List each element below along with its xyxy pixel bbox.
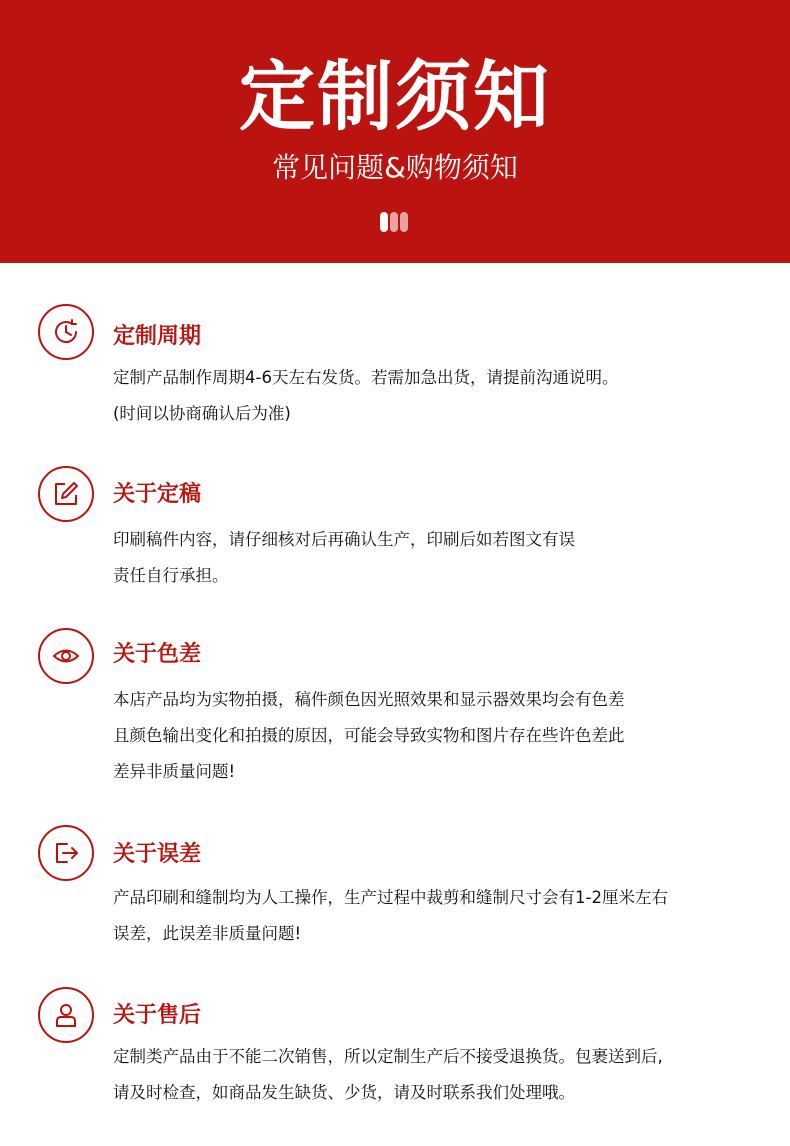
clock-icon <box>38 304 94 360</box>
section-text-line: 差异非质量问题! <box>113 762 236 781</box>
exit-icon <box>38 825 94 881</box>
page-subtitle: 常见问题&购物须知 <box>272 151 518 184</box>
edit-icon <box>38 466 94 522</box>
section-title: 定制周期 <box>113 324 202 349</box>
section-text-line: 责任自行承担。 <box>113 566 229 585</box>
section-title: 关于色差 <box>113 642 202 667</box>
dot-3 <box>400 212 408 232</box>
dot-2 <box>390 212 398 232</box>
page-title: 定制须知 <box>239 52 551 141</box>
section-text-line: 请及时检查，如商品发生缺货、少货，请及时联系我们处理哦。 <box>113 1083 575 1102</box>
header-banner <box>0 0 790 263</box>
section-text-line: 定制类产品由于不能二次销售，所以定制生产后不接受退换货。包裹送到后, <box>113 1047 663 1066</box>
section-text-line: 且颜色输出变化和拍摄的原因，可能会导致实物和图片存在些许色差此 <box>113 726 625 745</box>
eye-icon <box>38 628 94 684</box>
section-title: 关于定稿 <box>113 482 202 507</box>
section-text-line: 印刷稿件内容，请仔细核对后再确认生产，印刷后如若图文有误 <box>113 530 575 549</box>
section-text-line: 误差，此误差非质量问题! <box>113 924 302 943</box>
section-title: 关于售后 <box>113 1003 202 1028</box>
dot-1 <box>380 212 388 232</box>
section-text-line: 产品印刷和缝制均为人工操作，生产过程中裁剪和缝制尺寸会有1-2厘米左右 <box>113 888 668 907</box>
section-text-line: 定制产品制作周期4-6天左右发货。若需加急出货，请提前沟通说明。 <box>113 368 619 387</box>
user-icon <box>38 987 94 1043</box>
section-text-line: (时间以协商确认后为准) <box>113 404 291 423</box>
section-text-line: 本店产品均为实物拍摄，稿件颜色因光照效果和显示器效果均会有色差 <box>113 690 625 709</box>
section-title: 关于误差 <box>113 842 202 867</box>
decorative-dots <box>380 212 410 232</box>
